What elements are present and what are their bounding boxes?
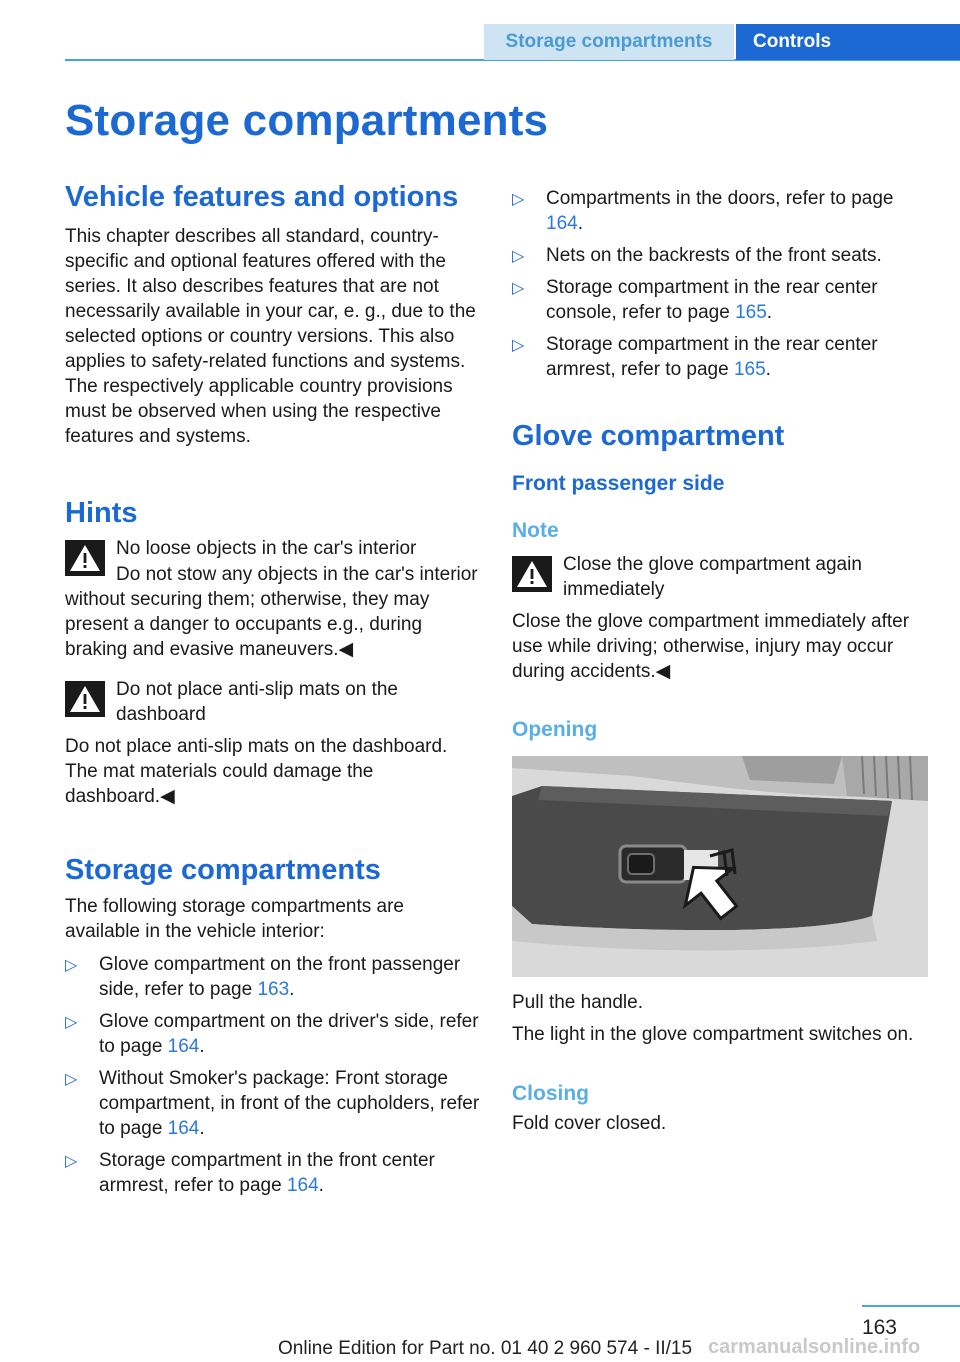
warning3-title: Close the glove compartment again immediately [563, 554, 862, 601]
note-heading: Note [512, 518, 559, 542]
warning3-text: Close the glove compartment immediately after use while driving; otherwise, injury may occur during accidents.◀ [512, 611, 910, 683]
opening-heading: Opening [512, 718, 598, 742]
list-item: ▷ Nets on the backrests of the front seats. [512, 243, 930, 268]
triangle-right-icon: ▷ [512, 280, 525, 297]
storage-list-right [512, 186, 930, 382]
watermark: carmanualsonline.info [708, 1336, 921, 1358]
list-item: ▷ Storage compartment in the rear center console, refer to page 165. [512, 277, 878, 323]
page-link[interactable]: 164 [167, 1036, 200, 1058]
warning-loose-objects [65, 536, 483, 586]
page-link[interactable]: 165 [733, 359, 766, 380]
warning1-title: No loose objects in the car's interior [116, 537, 417, 559]
passenger-heading: Front passenger side [512, 471, 725, 495]
storage-intro: The following storage compartments are available in the vehicle interior: [65, 896, 404, 943]
page-link[interactable]: 163 [257, 979, 290, 1001]
storage-heading: Storage compartments [65, 853, 381, 886]
features-text: This chapter describes all standard, country-specific and optional features offered with the series. It also describes features that are not necessarily available in your car, e. g., due to the selected options or country versions. This also applies to safety-related functions and systems. The respectively applicable country provisions must be observed when using the respective features and systems. [65, 225, 476, 447]
page-number: 163 [861, 1316, 897, 1339]
storage-list-left [65, 952, 483, 1198]
warning-icon [65, 681, 105, 717]
features-heading: Vehicle features and options [65, 181, 459, 213]
triangle-right-icon: ▷ [512, 337, 525, 354]
page-link[interactable]: 164 [286, 1175, 319, 1197]
opening-step1: Pull the handle. [512, 992, 643, 1014]
page-link[interactable]: 165 [735, 302, 767, 323]
warning2-text: Do not place anti-slip mats on the dashboard. The mat materials could damage the dashboard.◀ [65, 735, 448, 807]
warning2-title: Do not place anti-slip mats on the dashboard [116, 678, 398, 725]
triangle-right-icon: ▷ [65, 1071, 78, 1089]
hints-heading: Hints [65, 496, 138, 529]
list-item: ▷ Glove compartment on the front passenger side, refer to page 163. [65, 954, 461, 1001]
warning-close-glove [512, 552, 930, 602]
triangle-right-icon: ▷ [512, 248, 525, 265]
footer-rule [862, 1305, 960, 1307]
warning-icon [512, 556, 552, 592]
triangle-right-icon: ▷ [512, 191, 525, 208]
list-item: ▷ Without Smoker's package: Front storage compartment, in front of the cupholders, refer to page 164. [65, 1068, 480, 1140]
right-column [512, 186, 930, 1136]
page-title: Storage compartments [65, 96, 549, 145]
list-item: ▷ Storage compartment in the front center armrest, refer to page 164. [65, 1150, 435, 1197]
glove-heading: Glove compartment [512, 420, 785, 452]
page-link[interactable]: 164 [546, 213, 578, 234]
glove-compartment-photo [512, 756, 928, 977]
warning-icon [65, 540, 105, 576]
closing-heading: Closing [512, 1082, 589, 1106]
list-item: ▷ Glove compartment on the driver's side, refer to page 164. [65, 1011, 479, 1058]
triangle-right-icon: ▷ [65, 1153, 78, 1171]
triangle-right-icon: ▷ [65, 1014, 78, 1032]
tab-storage-compartments[interactable]: Storage compartments [484, 24, 734, 60]
list-item: ▷ Storage compartment in the rear center armrest, refer to page 165. [512, 334, 878, 380]
list-item: ▷ Compartments in the doors, refer to page 164. [512, 188, 894, 234]
tab-controls[interactable]: Controls [736, 24, 960, 60]
closing-text: Fold cover closed. [512, 1112, 667, 1134]
edition-text: Online Edition for Part no. 01 40 2 960 574 - II/15 [278, 1338, 693, 1359]
left-column [65, 180, 483, 1205]
warning1-text: Do not stow any objects in the car's interior without securing them; otherwise, they may present a danger to occupants e.g., during braking and evasive maneuvers.◀ [65, 563, 478, 660]
opening-step2: The light in the glove compartment switches on. [512, 1024, 914, 1046]
page-link[interactable]: 164 [167, 1118, 200, 1140]
triangle-right-icon: ▷ [65, 957, 78, 975]
warning-anti-slip-mats [65, 677, 483, 727]
